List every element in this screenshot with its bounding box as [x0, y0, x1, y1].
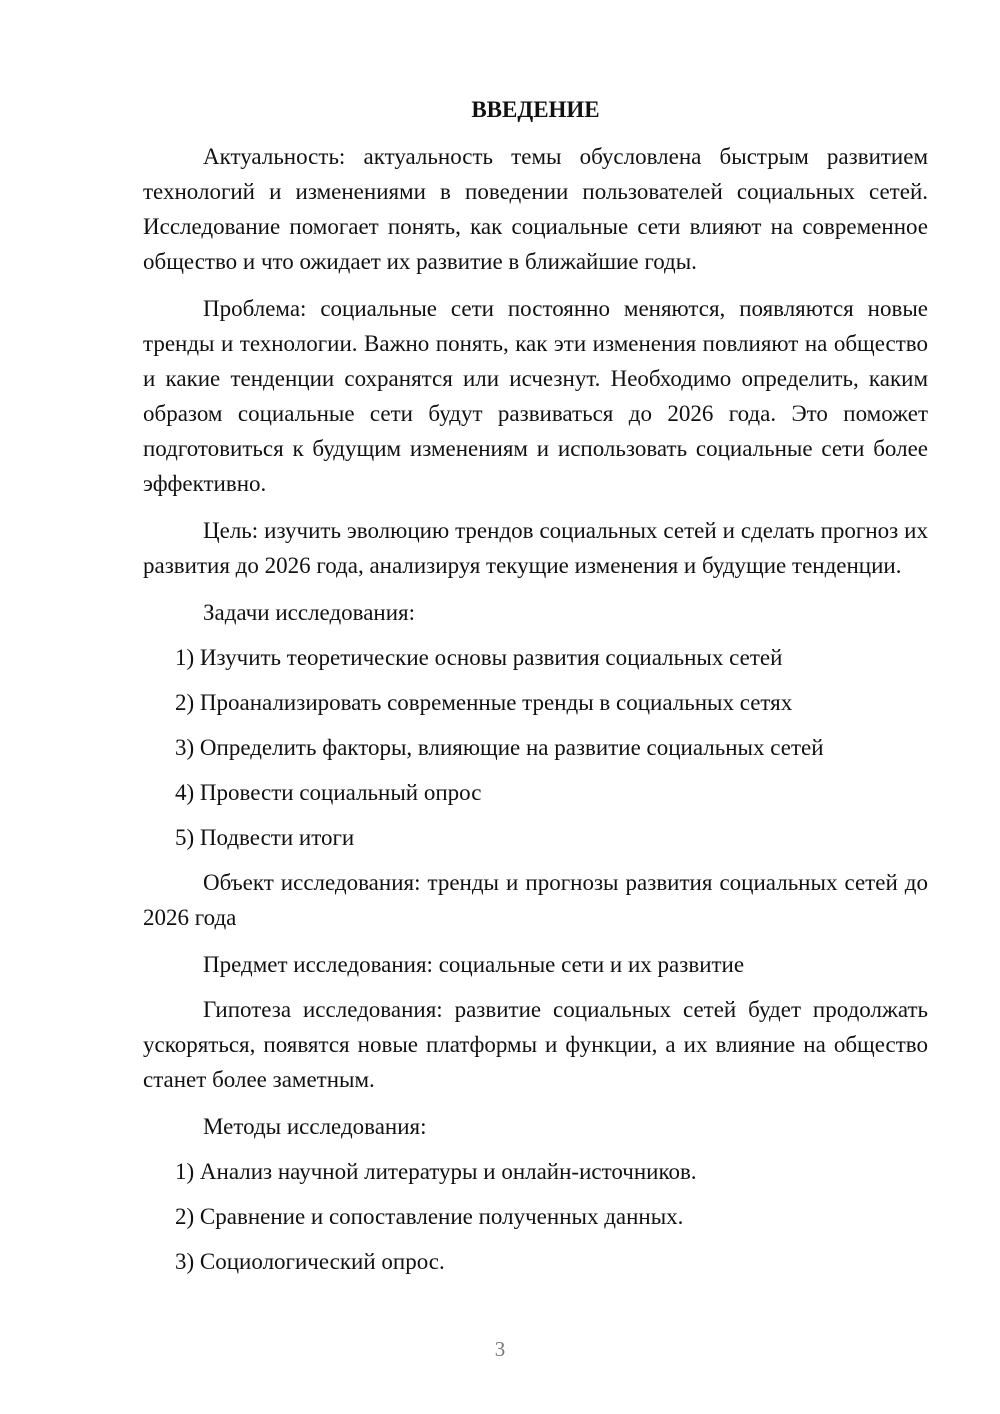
page-number: 3 — [494, 1337, 506, 1361]
list-item: 4) Провести социальный опрос — [175, 780, 482, 805]
methods-heading: Методы исследования: — [203, 1114, 427, 1139]
list-item: 3) Социологический опрос. — [175, 1249, 445, 1274]
list-item: 3) Определить факторы, влияющие на развитие социальных сетей — [175, 735, 824, 760]
document-page — [143, 92, 928, 1289]
hypothesis-paragraph: Гипотеза исследования: развитие социальных сетей будет продолжать ускоряться, появятся новые платформы и функции, а их влияние на общество станет более заметным. — [143, 997, 928, 1092]
relevance-paragraph: Актуальность: актуальность темы обусловлена быстрым развитием технологий и изменениями в поведении пользователей социальных сетей. Исследование помогает понять, как социальные сети влияют на современное общество и что ожидает их развитие в ближайшие годы. — [143, 144, 928, 274]
list-item: 5) Подвести итоги — [175, 825, 355, 850]
list-item: 1) Анализ научной литературы и онлайн-источников. — [175, 1159, 697, 1184]
list-item: 2) Сравнение и сопоставление полученных данных. — [175, 1204, 684, 1229]
goal-paragraph: Цель: изучить эволюцию трендов социальных сетей и сделать прогноз их развития до 2026 года, анализируя текущие изменения и будущие тенденции. — [143, 518, 928, 578]
object-paragraph: Объект исследования: тренды и прогнозы развития социальных сетей до 2026 года — [143, 870, 928, 930]
list-item: 2) Проанализировать современные тренды в социальных сетях — [175, 690, 793, 715]
page-title: ВВЕДЕНИЕ — [471, 97, 600, 122]
problem-paragraph: Проблема: социальные сети постоянно меняются, появляются новые тренды и технологии. Важно понять, как эти изменения повлияют на общество и какие тенденции сохранятся или исчезнут. Необходимо определить, каким образом социальные сети будут развиваться до 2026 года. Это поможет подготовиться к будущим изменениям и использовать социальные сети более эффективно. — [143, 296, 928, 496]
list-item: 1) Изучить теоретические основы развития социальных сетей — [175, 645, 783, 670]
tasks-list — [143, 640, 928, 855]
subject-line: Предмет исследования: социальные сети и их развитие — [203, 952, 745, 977]
tasks-heading: Задачи исследования: — [203, 600, 416, 625]
methods-list — [143, 1154, 928, 1279]
